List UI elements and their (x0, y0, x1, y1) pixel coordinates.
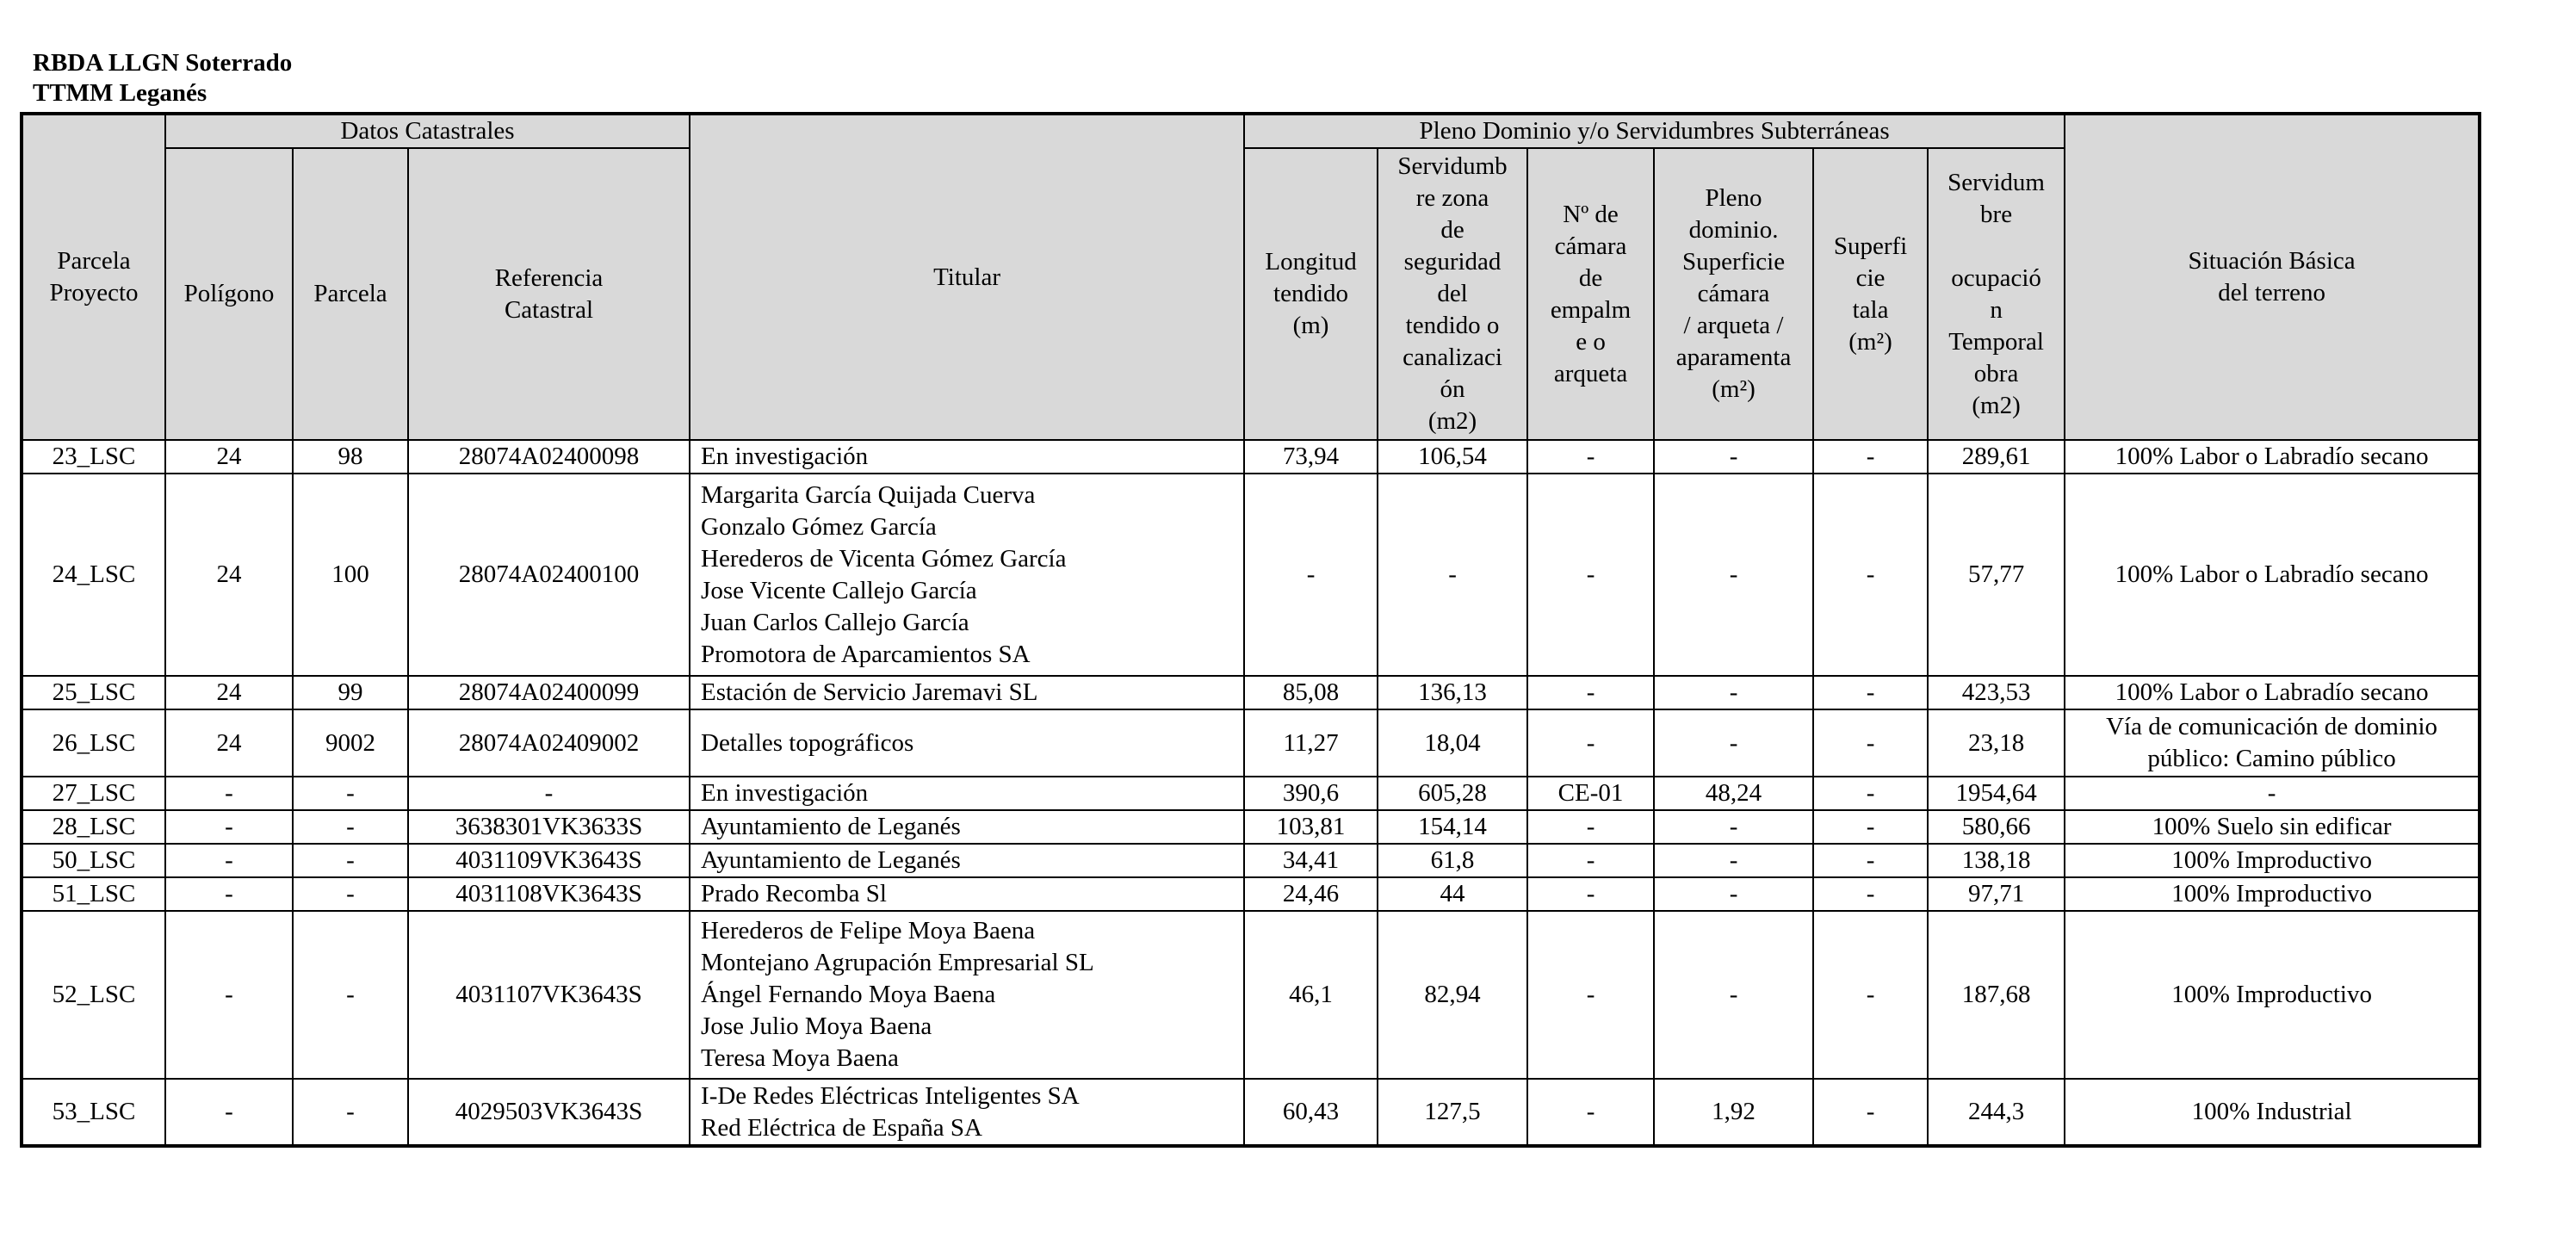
cell-titular (690, 877, 1244, 911)
header-line: del (1437, 280, 1468, 307)
header-line (1932, 231, 2060, 263)
cell-titular-line: Detalles topográficos (701, 728, 914, 757)
header-parcela: Parcela (293, 148, 408, 440)
cell-poligono: - (165, 1079, 293, 1146)
header-line: canalizaci (1403, 344, 1502, 371)
cell-servidumbre: 154,14 (1378, 810, 1527, 844)
cell-servidumbre: 136,13 (1378, 676, 1527, 709)
cell-situacion-line: 100% Labor o Labradío secano (2115, 560, 2429, 588)
cell-parcela-proyecto: 51_LSC (22, 877, 165, 911)
cell-ocupacion: 289,61 (1928, 440, 2065, 474)
cell-titular-line: Ángel Fernando Moya Baena (701, 981, 996, 1008)
cell-situacion-line: 100% Improductivo (2171, 981, 2372, 1008)
cell-pleno-dominio: - (1654, 676, 1813, 709)
header-servidumbre-zona (1378, 148, 1527, 440)
cell-parcela: 98 (293, 440, 408, 474)
cell-parcela-proyecto: 50_LSC (22, 844, 165, 877)
cell-pleno-dominio: - (1654, 474, 1813, 676)
cell-situacion-line: público: Camino público (2147, 745, 2396, 772)
header-line: cámara (1697, 280, 1770, 307)
cell-poligono: - (165, 777, 293, 810)
header-line: Referencia (494, 263, 604, 292)
header-line: Servidumb (1397, 152, 1508, 180)
cell-longitud: 73,94 (1244, 440, 1378, 474)
cell-situacion-line: 100% Labor o Labradío secano (2115, 678, 2429, 706)
cell-poligono: 24 (165, 440, 293, 474)
document-subtitle: TTMM Leganés (33, 79, 207, 107)
cell-situacion (2065, 911, 2480, 1079)
header-line: (m²) (1712, 375, 1756, 403)
cell-titular-line: En investigación (701, 443, 869, 470)
cell-parcela-proyecto: 52_LSC (22, 911, 165, 1079)
header-servidumbre-ocupacion (1928, 148, 2065, 440)
header-line: arqueta (1553, 359, 1628, 387)
header-line: Temporal (1948, 327, 2044, 356)
table-row (22, 676, 2480, 709)
cell-camara: - (1527, 877, 1654, 911)
cell-situacion (2065, 474, 2480, 676)
cell-parcela: 9002 (293, 709, 408, 777)
cell-situacion-line: 100% Labor o Labradío secano (2115, 443, 2429, 470)
cell-titular-line: Margarita García Quijada Cuerva (701, 480, 1036, 509)
header-line: dominio. (1688, 216, 1779, 244)
cell-situacion (2065, 676, 2480, 709)
header-line: Superficie (1681, 248, 1786, 276)
header-parcela-proyecto (22, 114, 165, 440)
cell-titular (690, 1079, 1244, 1146)
cell-parcela: 99 (293, 676, 408, 709)
cell-situacion (2065, 877, 2480, 911)
header-line: ocupació (1951, 263, 2041, 292)
cell-referencia: 28074A02409002 (408, 709, 690, 777)
table-row (22, 777, 2480, 810)
cell-camara: - (1527, 709, 1654, 777)
cell-superficie-tala: - (1813, 911, 1928, 1079)
cell-parcela: - (293, 777, 408, 810)
cell-parcela: - (293, 810, 408, 844)
header-pleno-dominio-superficie (1654, 148, 1813, 440)
cell-longitud: - (1244, 474, 1378, 676)
cell-superficie-tala: - (1813, 440, 1928, 474)
table-row (22, 911, 2480, 1079)
cell-titular-line: Jose Julio Moya Baena (701, 1012, 932, 1040)
cell-situacion (2065, 810, 2480, 844)
cell-pleno-dominio: - (1654, 911, 1813, 1079)
header-line: tala (1852, 295, 1889, 324)
cell-parcela: - (293, 1079, 408, 1146)
cell-titular-line: Jose Vicente Callejo García (701, 576, 977, 604)
cell-titular-line: Red Eléctrica de España SA (701, 1113, 982, 1142)
cell-camara: - (1527, 911, 1654, 1079)
cell-situacion-line: 100% Industrial (2191, 1098, 2352, 1125)
header-datos-catastrales: Datos Catastrales (165, 114, 690, 148)
cell-parcela: - (293, 911, 408, 1079)
cell-longitud: 85,08 (1244, 676, 1378, 709)
cell-superficie-tala: - (1813, 777, 1928, 810)
cell-titular-line: Teresa Moya Baena (701, 1044, 899, 1072)
cell-parcela-proyecto: 28_LSC (22, 810, 165, 844)
cell-servidumbre: 605,28 (1378, 777, 1527, 810)
header-line: empalm (1550, 295, 1632, 324)
cell-situacion-line: 100% Improductivo (2171, 846, 2372, 874)
cell-titular-line: Promotora de Aparcamientos SA (701, 640, 1031, 668)
cell-camara: - (1527, 440, 1654, 474)
cell-titular-line: Juan Carlos Callejo García (701, 608, 969, 636)
cell-poligono: 24 (165, 709, 293, 777)
cell-referencia: 4029503VK3643S (408, 1079, 690, 1146)
table-row (22, 877, 2480, 911)
header-line: e o (1576, 327, 1606, 356)
document-title: RBDA LLGN Soterrado (33, 49, 293, 77)
header-line: seguridad (1403, 248, 1502, 276)
cell-referencia: 4031109VK3643S (408, 844, 690, 877)
cell-ocupacion: 97,71 (1928, 877, 2065, 911)
cell-poligono: - (165, 911, 293, 1079)
header-line: / arqueta / (1683, 312, 1784, 339)
cell-titular-line: En investigación (701, 779, 869, 807)
table-row (22, 474, 2480, 676)
cell-referencia: 4031108VK3643S (408, 877, 690, 911)
header-line: cámara (1554, 232, 1627, 260)
cell-superficie-tala: - (1813, 474, 1928, 676)
cell-servidumbre: 127,5 (1378, 1079, 1527, 1146)
header-line: del terreno (2218, 279, 2325, 307)
header-line: Situación Básica (2188, 247, 2356, 275)
header-line: Servidum (1947, 168, 2045, 196)
cell-ocupacion: 187,68 (1928, 911, 2065, 1079)
cell-situacion-line: 100% Improductivo (2171, 880, 2372, 907)
cell-titular (690, 777, 1244, 810)
cell-parcela: - (293, 877, 408, 911)
cell-superficie-tala: - (1813, 1079, 1928, 1146)
cell-longitud: 11,27 (1244, 709, 1378, 777)
header-line: (m) (1292, 312, 1329, 339)
cell-superficie-tala: - (1813, 877, 1928, 911)
header-poligono: Polígono (165, 148, 293, 440)
cell-titular (690, 810, 1244, 844)
header-line: bre (1980, 200, 2013, 228)
header-line: de (1440, 216, 1464, 244)
cell-camara: CE-01 (1527, 777, 1654, 810)
cell-camara: - (1527, 810, 1654, 844)
cell-referencia: 28074A02400099 (408, 676, 690, 709)
cell-longitud: 390,6 (1244, 777, 1378, 810)
cell-camara: - (1527, 676, 1654, 709)
cell-superficie-tala: - (1813, 844, 1928, 877)
header-line: cie (1855, 263, 1886, 292)
cell-longitud: 34,41 (1244, 844, 1378, 877)
cell-situacion (2065, 844, 2480, 877)
header-line: Nº de (1563, 200, 1619, 228)
cell-parcela-proyecto: 25_LSC (22, 676, 165, 709)
cell-titular (690, 911, 1244, 1079)
header-line: obra (1973, 359, 2019, 387)
cell-pleno-dominio: 48,24 (1654, 777, 1813, 810)
cell-pleno-dominio: - (1654, 877, 1813, 911)
cell-situacion (2065, 709, 2480, 777)
cell-camara: - (1527, 1079, 1654, 1146)
cell-titular-line: Ayuntamiento de Leganés (701, 846, 961, 874)
cell-servidumbre: 18,04 (1378, 709, 1527, 777)
header-line: (m²) (1848, 327, 1892, 356)
cell-superficie-tala: - (1813, 709, 1928, 777)
cell-ocupacion: 423,53 (1928, 676, 2065, 709)
cell-situacion (2065, 440, 2480, 474)
header-line: Superfi (1833, 232, 1908, 260)
cell-titular-line: Ayuntamiento de Leganés (701, 813, 961, 840)
cell-pleno-dominio: - (1654, 440, 1813, 474)
cell-longitud: 24,46 (1244, 877, 1378, 911)
header-line: Catastral (504, 295, 594, 324)
table-row (22, 844, 2480, 877)
cell-poligono: - (165, 844, 293, 877)
cell-titular-line: I-De Redes Eléctricas Inteligentes SA (701, 1081, 1080, 1110)
cell-pleno-dominio: - (1654, 844, 1813, 877)
cell-referencia: 28074A02400098 (408, 440, 690, 474)
cell-referencia: - (408, 777, 690, 810)
header-line: Pleno (1705, 184, 1762, 212)
cell-poligono: 24 (165, 474, 293, 676)
cell-titular-line: Gonzalo Gómez García (701, 512, 937, 541)
header-titular: Titular (690, 114, 1244, 440)
cell-ocupacion: 138,18 (1928, 844, 2065, 877)
cell-servidumbre: 61,8 (1378, 844, 1527, 877)
cell-servidumbre: 44 (1378, 877, 1527, 911)
cell-parcela-proyecto: 23_LSC (22, 440, 165, 474)
cell-referencia: 3638301VK3633S (408, 810, 690, 844)
table-row (22, 440, 2480, 474)
cell-titular-line: Herederos de Felipe Moya Baena (701, 917, 1036, 944)
cell-ocupacion: 580,66 (1928, 810, 2065, 844)
cell-titular-line: Estación de Servicio Jaremavi SL (701, 678, 1038, 706)
cell-pleno-dominio: 1,92 (1654, 1079, 1813, 1146)
cell-ocupacion: 244,3 (1928, 1079, 2065, 1146)
header-situacion (2065, 114, 2480, 440)
cell-servidumbre: 106,54 (1378, 440, 1527, 474)
cell-longitud: 46,1 (1244, 911, 1378, 1079)
cell-titular-line: Prado Recomba Sl (701, 880, 887, 907)
header-line: aparamenta (1675, 344, 1792, 371)
cell-situacion-line: Vía de comunicación de dominio (2106, 713, 2438, 740)
header-line: n (1990, 295, 2003, 324)
cell-longitud: 103,81 (1244, 810, 1378, 844)
parcel-table (20, 112, 2481, 1148)
cell-titular-line: Herederos de Vicenta Gómez García (701, 544, 1067, 573)
header-line: (m2) (1427, 407, 1477, 435)
cell-parcela-proyecto: 26_LSC (22, 709, 165, 777)
header-line: Parcela (57, 247, 131, 275)
cell-poligono: 24 (165, 676, 293, 709)
cell-camara: - (1527, 844, 1654, 877)
table-row (22, 709, 2480, 777)
cell-titular (690, 844, 1244, 877)
header-line: re zona (1415, 184, 1489, 212)
header-line: Proyecto (49, 279, 139, 307)
header-line: de (1578, 263, 1603, 292)
header-line: tendido (1273, 280, 1349, 307)
header-line: (m2) (1972, 391, 2021, 419)
cell-parcela: 100 (293, 474, 408, 676)
header-referencia (408, 148, 690, 440)
header-num-camara (1527, 148, 1654, 440)
header-line: tendido o (1405, 312, 1500, 339)
table-row (22, 1079, 2480, 1146)
header-line: ón (1440, 375, 1465, 403)
cell-pleno-dominio: - (1654, 810, 1813, 844)
cell-superficie-tala: - (1813, 676, 1928, 709)
header-line: Longitud (1265, 248, 1357, 276)
header-pleno-dominio: Pleno Dominio y/o Servidumbres Subterráneas (1244, 114, 2065, 148)
cell-longitud: 60,43 (1244, 1079, 1378, 1146)
cell-ocupacion: 1954,64 (1928, 777, 2065, 810)
cell-ocupacion: 57,77 (1928, 474, 2065, 676)
cell-pleno-dominio: - (1654, 709, 1813, 777)
cell-parcela-proyecto: 53_LSC (22, 1079, 165, 1146)
cell-servidumbre: 82,94 (1378, 911, 1527, 1079)
cell-referencia: 4031107VK3643S (408, 911, 690, 1079)
cell-titular (690, 709, 1244, 777)
cell-situacion-line: - (2267, 779, 2276, 807)
cell-parcela-proyecto: 27_LSC (22, 777, 165, 810)
header-superficie-tala (1813, 148, 1928, 440)
cell-situacion (2065, 1079, 2480, 1146)
table-row (22, 810, 2480, 844)
cell-situacion-line: 100% Suelo sin edificar (2152, 813, 2392, 840)
cell-parcela-proyecto: 24_LSC (22, 474, 165, 676)
cell-poligono: - (165, 877, 293, 911)
cell-ocupacion: 23,18 (1928, 709, 2065, 777)
cell-titular-line: Montejano Agrupación Empresarial SL (701, 949, 1094, 976)
cell-referencia: 28074A02400100 (408, 474, 690, 676)
cell-titular (690, 474, 1244, 676)
cell-poligono: - (165, 810, 293, 844)
cell-parcela: - (293, 844, 408, 877)
cell-titular (690, 440, 1244, 474)
cell-servidumbre: - (1378, 474, 1527, 676)
cell-titular (690, 676, 1244, 709)
cell-superficie-tala: - (1813, 810, 1928, 844)
cell-camara: - (1527, 474, 1654, 676)
cell-situacion (2065, 777, 2480, 810)
header-longitud (1244, 148, 1378, 440)
